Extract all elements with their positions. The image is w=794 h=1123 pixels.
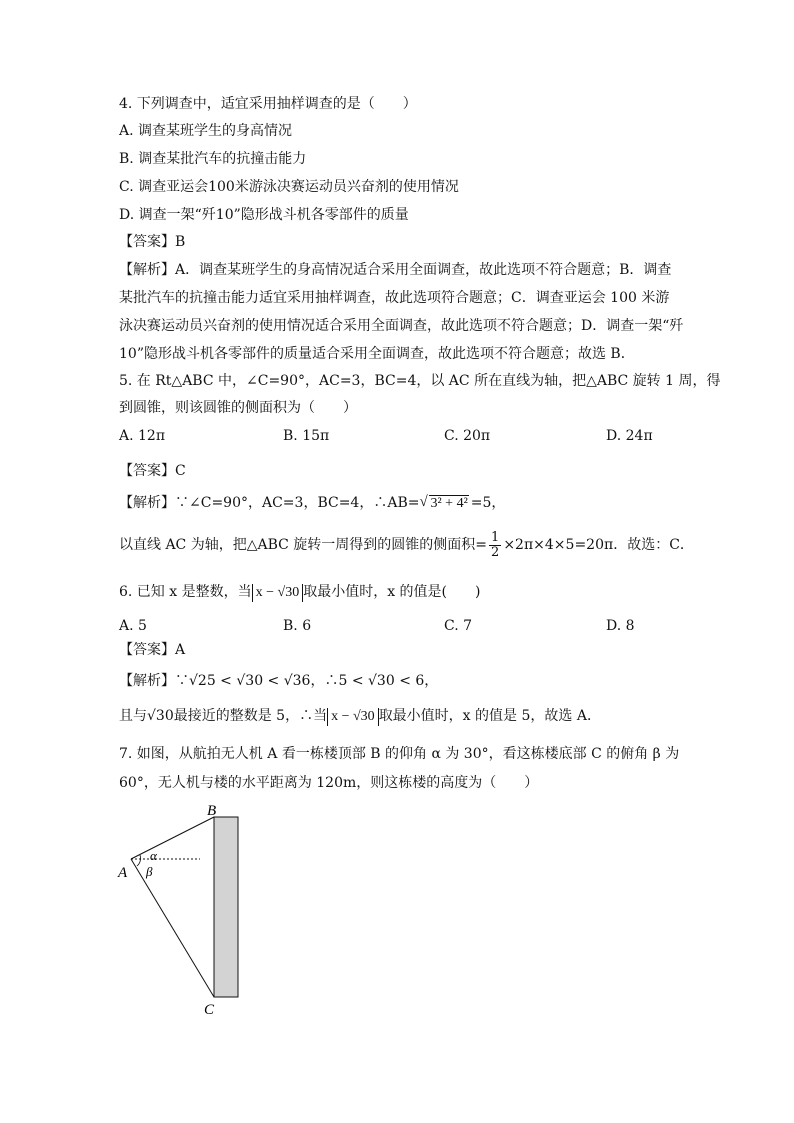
q5-stem-line-1: 5. 在 Rt△ABC 中，∠C=90°，AC=3，BC=4，以 AC 所在直线为轴，把△ABC 旋转 1 周，得 (119, 373, 721, 389)
q5-analysis-1-prefix: 【解析】∵∠C=90°，AC=3，BC=4，∴AB= (119, 495, 420, 511)
label-b: B (207, 803, 217, 819)
q5-analysis-line-2 (119, 530, 694, 560)
q4-option-a: A. 调查某班学生的身高情况 (119, 123, 293, 139)
q5-sqrt (419, 493, 470, 514)
q6-analysis-2-suffix: 取最小值时，x 的值是 5，故选 A． (378, 708, 601, 724)
q5-fraction-denominator: 2 (491, 544, 500, 560)
q4-option-d: D. 调查一架“歼10”隐形战斗机各零部件的质量 (119, 207, 409, 223)
q4-analysis-line-3: 泳决赛运动员兴奋剂的使用情况适合采用全面调查，故此选项不符合题意；D．调查一架“歼 (119, 318, 684, 334)
line-ab (131, 817, 214, 859)
q6-abs-expression: x − √30 (252, 584, 304, 602)
q6-option-d: D. 8 (606, 618, 635, 634)
q4-answer: 【答案】B (119, 234, 186, 250)
q6-analysis-abs-expression: x − √30 (327, 708, 379, 726)
q5-analysis-2-suffix: ×2π×4×5=20π．故选：C． (503, 537, 694, 553)
q4-analysis-line-1: 【解析】A．调查某班学生的身高情况适合采用全面调查，故此选项不符合题意；B．调查 (119, 262, 672, 278)
q5-option-c: C. 20π (444, 428, 491, 444)
q4-option-b: B. 调查某批汽车的抗撞击能力 (119, 151, 307, 167)
q4-stem: 4. 下列调查中，适宜采用抽样调查的是（ ） (119, 96, 417, 112)
q6-analysis-2-prefix: 且与√30最接近的整数是 5，∴当 (119, 708, 328, 724)
angle-arc (137, 855, 141, 866)
line-ac (131, 859, 214, 997)
q6-stem-suffix: 取最小值时，x 的值是( ) (303, 584, 481, 600)
label-alpha: α (150, 848, 157, 863)
q6-stem (119, 582, 480, 602)
q5-analysis-line-1 (119, 493, 505, 514)
q5-analysis-2-prefix: 以直线 AC 为轴，把△ABC 旋转一周得到的圆锥的侧面积= (119, 537, 488, 553)
q7-stem-line-2: 60°，无人机与楼的水平距离为 120m，则这栋楼的高度为（ ） (119, 775, 539, 791)
q6-option-b: B. 6 (283, 618, 312, 634)
q5-stem-line-2: 到圆锥，则该圆锥的侧面积为（ ） (119, 400, 357, 416)
q4-analysis-line-4: 10”隐形战斗机各零部件的质量适合采用全面调查，故此选项不符合题意；故选 B． (119, 346, 635, 362)
q5-option-b: B. 15π (283, 428, 330, 444)
q6-answer: 【答案】A (119, 642, 186, 658)
q7-stem-line-1: 7. 如图，从航拍无人机 A 看一栋楼顶部 B 的仰角 α 为 30°，看这栋楼底部 C 的俯角 β 为 (119, 746, 680, 762)
q6-option-a: A. 5 (119, 618, 147, 634)
q4-analysis-line-2: 某批汽车的抗撞击能力适宜采用抽样调查，故此选项符合题意；C．调查亚运会 100 米游 (119, 290, 670, 306)
q6-analysis-line-2 (119, 706, 601, 726)
building (214, 817, 238, 997)
q5-option-d: D. 24π (606, 428, 653, 444)
label-a: A (118, 865, 128, 881)
q5-sqrt-radicand: 3² + 4² (430, 496, 468, 511)
q5-option-a: A. 12π (119, 428, 166, 444)
q6-analysis-line-1: 【解析】∵√25 < √30 < √36，∴5 < √30 < 6， (119, 673, 439, 689)
label-c: C (204, 1002, 215, 1018)
q6-stem-prefix: 6. 已知 x 是整数，当 (119, 584, 252, 600)
q5-fraction (489, 531, 501, 560)
q7-figure (110, 798, 260, 1020)
q5-fraction-numerator: 1 (491, 529, 500, 545)
q5-analysis-1-suffix: =5， (470, 495, 506, 511)
q5-answer: 【答案】C (119, 463, 186, 479)
label-beta: β (146, 864, 153, 879)
q6-option-c: C. 7 (444, 618, 473, 634)
q4-option-c: C. 调查亚运会100米游泳决赛运动员兴奋剂的使用情况 (119, 179, 459, 195)
